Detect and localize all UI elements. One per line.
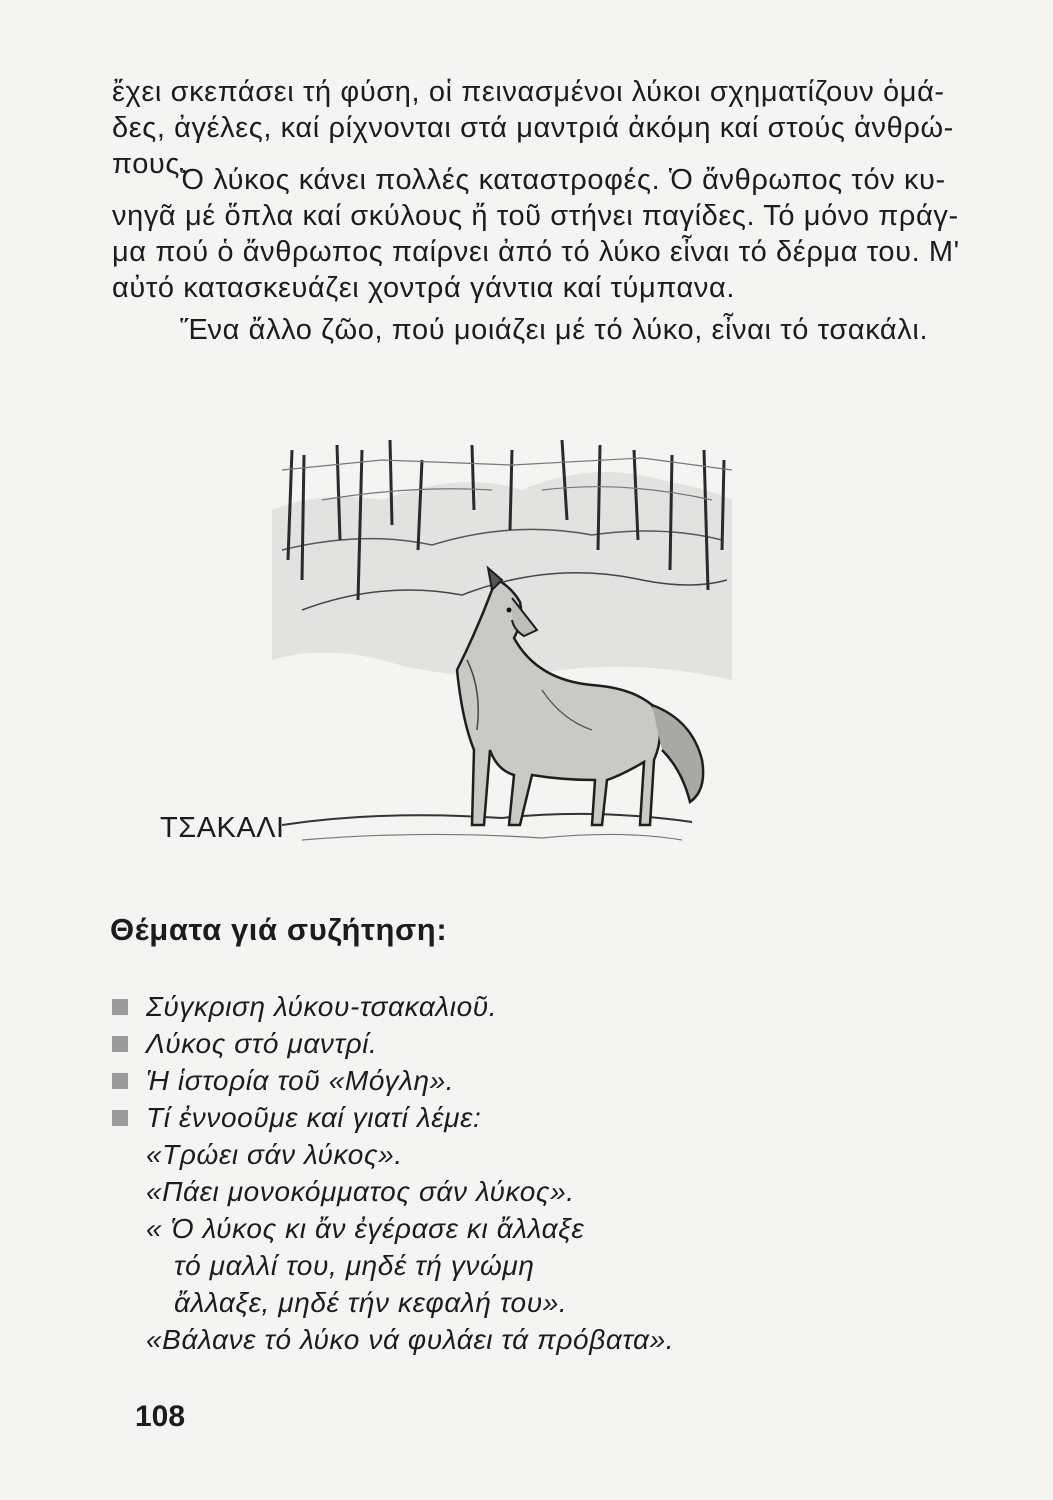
topic-item <box>112 1062 812 1099</box>
square-bullet-icon <box>112 1036 128 1052</box>
topic-item <box>112 1099 812 1136</box>
text-line: Ὁ λύκος κάνει πολλές καταστροφές. Ὁ ἄνθρωπος τόν κυ- <box>180 164 946 196</box>
topic-item <box>112 1025 812 1062</box>
topic-text: Σύγκριση λύκου-τσακαλιοῦ. <box>146 991 498 1022</box>
topic-text: Τί ἐννοοῦμε καί γιατί λέμε: <box>146 1102 482 1133</box>
text-line: αὐτό κατασκευάζει χοντρά γάντια καί τύμπανα. <box>112 272 736 304</box>
illustration-caption: ΤΣΑΚΑΛΙ <box>160 812 285 844</box>
saying-line: «Βάλανε τό λύκο νά φυλάει τά πρόβατα». <box>146 1324 675 1355</box>
text-line: πους. <box>112 148 189 180</box>
saying-line: ἄλλαξε, μηδέ τήν κεφαλή του». <box>174 1287 568 1318</box>
topic-item <box>112 988 812 1025</box>
paragraph-jackal-intro <box>112 312 972 348</box>
text-line: Ἕνα ἄλλο ζῶο, πού μοιάζει μέ τό λύκο, εἶναι τό τσακάλι. <box>180 314 929 346</box>
saying-line: τό μαλλί του, μηδέ τή γνώμη <box>174 1250 535 1281</box>
text-line: μα πού ὁ ἄνθρωπος παίρνει ἀπό τό λύκο εἶναι τό δέρμα του. Μ' <box>112 236 960 268</box>
discussion-topics <box>112 988 812 1358</box>
text-line: δες, ἀγέλες, καί ρίχνονται στά μαντριά ἀκόμη καί στούς ἀνθρώ- <box>112 112 954 144</box>
square-bullet-icon <box>112 999 128 1015</box>
wolf-illustration <box>262 430 742 870</box>
paragraph-wolf-hunting <box>112 162 972 306</box>
topic-text: Λύκος στό μαντρί. <box>146 1028 378 1059</box>
discussion-heading: Θέματα γιά συζήτηση: <box>110 912 448 947</box>
saying-line: « Ὁ λύκος κι ἄν ἐγέρασε κι ἄλλαξε <box>146 1213 585 1244</box>
saying-line: «Τρώει σάν λύκος». <box>146 1139 403 1170</box>
page-number: 108 <box>135 1400 186 1433</box>
square-bullet-icon <box>112 1073 128 1089</box>
text-line: νηγᾶ μέ ὅπλα καί σκύλους ἤ τοῦ στήνει παγίδες. Τό μόνο πράγ- <box>112 200 959 232</box>
text-line: ἔχει σκεπάσει τή φύση, οἱ πεινασμένοι λύκοι σχηματίζουν ὁμά- <box>112 76 945 108</box>
square-bullet-icon <box>112 1110 128 1126</box>
saying-line: «Πάει μονοκόμματος σάν λύκος». <box>146 1176 575 1207</box>
topic-text: Ἡ ἱστορία τοῦ «Μόγλη». <box>146 1065 455 1096</box>
